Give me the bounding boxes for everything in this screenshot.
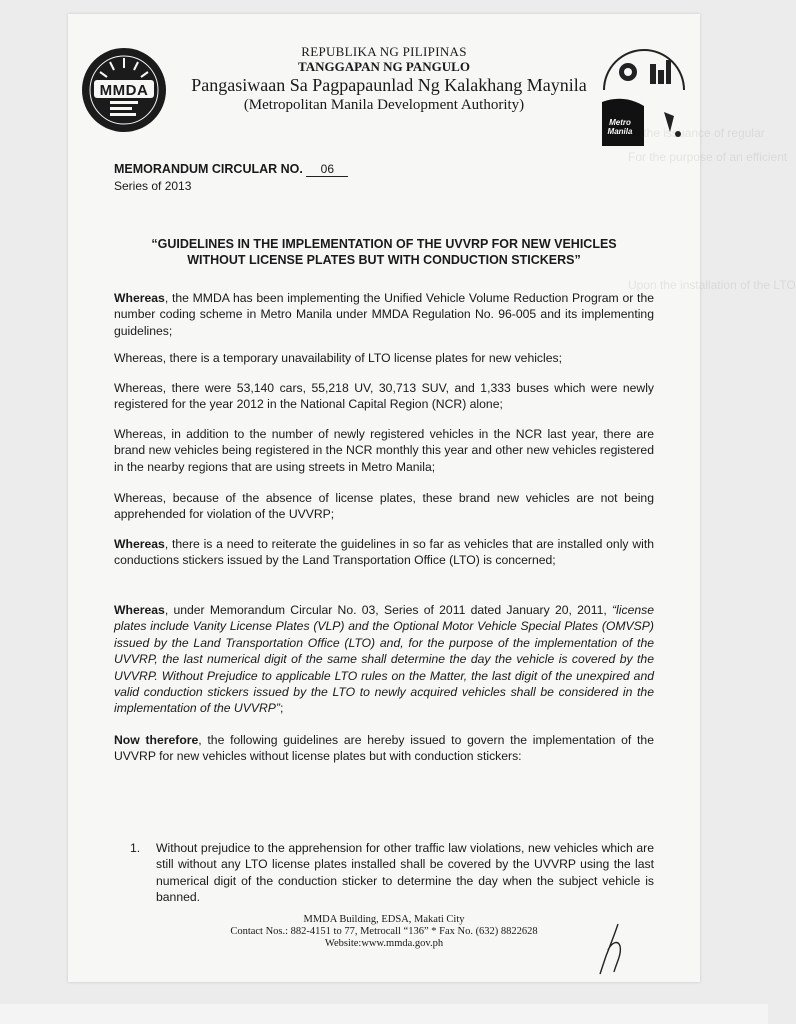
- whereas-paragraph-6: [114, 536, 654, 602]
- document-page: MMDA Metro Manila REPUBLIKA NG PILIPINAS TANGGAPAN NG PANGULO Pangasiwaan Sa Pagpapaunlad Ng Kalakhang Maynila (Metropolitan Manila Development Authority) to the issuance of regular For the purpose of an efficient Upon the installation of the LTO MEMORANDUM CIRCULAR NO. 06 Series of 2013 “GUIDELINES IN THE IMPLEMENTATION OF THE UVVRP FOR NEW VEHICLES WITHOUT LICENSE PLATES BUT WITH CONDUCTION STICKERS” Whereas, the MMDA has been implementing the Unified Vehicle Volume Reduction Program or the number coding scheme in Metro Manila under MMDA Regulation No. 96-005 and its implementing guidelines; Whereas, there is a temporary unavailability of LTO license plates for new vehicles; Whereas, there were 53,140 cars, 55,218 UV, 30,713 SUV, and 1,333 buses which were newly registered for the year 2012 in the National Capital Region (NCR) alone; Whereas, in addition to the number of newly registered vehicles in the NCR last year, there are brand new vehicles being registered in the NCR monthly this year and other new vehicles registered in the nearby regions that are using streets in Metro Manila; Whereas, because of the absence of license plates, these brand new vehicles are not being apprehended for violation of the UVVRP; Whereas, there is a need to reiterate the guidelines in so far as vehicles that are installed only with conductions stickers issued by the Land Transportation Office (LTO) is concerned; Whereas, under Memorandum Circular No. 03, Series of 2011 dated January 20, 2011, “license plates include Vanity License Plates (VLP) and the Optional Motor Vehicle Special Plates (OMVSP) issued by the Land Transportation Office (LTO) and, for the purpose of the implementation of the UVVRP, the last numerical digit of the same shall determine the day the vehicle is covered by the UVVRP. Without Prejudice to applicable LTO rules on the Matter, the last digit of the unexpired and valid conduction stickers issued by the LTO to newly acquired vehicles shall be considered in the implementation of the UVVRP”; Now therefore, the following guidelines are hereby issued to govern the implementation of the UVVRP for new vehicles without license plates but with conduction stickers: 1. Without prejudice to the apprehension for other traffic law violations, new vehicles which are still without any LTO license plates installed shall be covered by the UVVRP using the last numerical digit of the conduction sticker to determine the day when the subject vehicle is banned. MMDA Building, EDSA, Makati City Contact Nos.: 882-4151 to 77, Metrocall “136” * Fax No. (632) 8822628 Website:www.mmda.gov.ph: [68, 14, 700, 982]
- mmda-logo-lettering: MMDA: [99, 82, 149, 99]
- metro-manila-logo-lettering: Metro Manila: [607, 118, 633, 136]
- memo-title-line1: “GUIDELINES IN THE IMPLEMENTATION OF THE UVVRP FOR NEW VEHICLES: [151, 237, 617, 251]
- guidelines-list: [130, 840, 654, 906]
- memo-series: Series of 2013: [114, 179, 192, 193]
- memo-title: [108, 236, 660, 268]
- paragraph-lead: Whereas: [114, 537, 165, 551]
- footer-contact: Contact Nos.: 882-4151 to 77, Metrocall “136” * Fax No. (632) 8822628: [230, 926, 538, 937]
- paragraph-text: , under Memorandum Circular No. 03, Series of 2011 dated January 20, 2011,: [164, 603, 607, 617]
- whereas-paragraph-4: [114, 426, 654, 490]
- letterhead-office: TANGGAPAN NG PANGULO: [298, 59, 470, 74]
- quoted-circular: “license plates include Vanity License Plates (VLP) and the Optional Motor Vehicle Special Plates (OMVSP) issued by the Land Transportation Office (LTO) and, for the purpose of the implementation of the UVVRP, the last numerical digit of the same shall determine the day the vehicle is covered by the UVVRP. Without Prejudice to applicable LTO rules on the Matter, the last digit of the unexpired and valid conduction stickers issued by the LTO to newly acquired vehicles shall be considered in the implementation of the UVVRP”: [114, 603, 654, 716]
- paragraph-text: , there is a need to reiterate the guidelines in so far as vehicles that are installed only with conductions stickers issued by the Land Transportation Office (LTO) is concerned;: [114, 537, 654, 568]
- paragraph-lead: Whereas: [114, 291, 165, 305]
- scan-bottom-margin: [0, 1004, 768, 1024]
- whereas-paragraph-1: [114, 290, 654, 350]
- paragraph-lead: Whereas: [114, 603, 165, 617]
- paragraph-text: Whereas, because of the absence of license plates, these brand new vehicles are not being apprehended for violation of the UVVRP;: [114, 491, 654, 522]
- letterhead-agency-tagalog: Pangasiwaan Sa Pagpapaunlad Ng Kalakhang Maynila: [191, 75, 587, 95]
- paragraph-lead: Now therefore: [114, 733, 199, 747]
- paragraph-text: Whereas, there were 53,140 cars, 55,218 UV, 30,713 SUV, and 1,333 buses which were newly registered for the year 2012 in the National Capital Region (NCR) alone;: [114, 381, 654, 412]
- letterhead: [68, 44, 700, 114]
- footer-address: MMDA Building, EDSA, Makati City: [303, 914, 465, 925]
- memo-title-line2: WITHOUT LICENSE PLATES BUT WITH CONDUCTION STICKERS”: [187, 253, 581, 267]
- now-therefore-paragraph: [114, 732, 654, 765]
- initial-signature: [588, 920, 632, 978]
- paragraph-text: , the following guidelines are hereby issued to govern the implementation of the UVVRP for new vehicles without license plates but with conduction stickers:: [114, 733, 654, 764]
- paragraph-text: , the MMDA has been implementing the Unified Vehicle Volume Reduction Program or the number coding scheme in Metro Manila under MMDA Regulation No. 96-005 and its implementing guidelines;: [114, 291, 654, 338]
- whereas-paragraph-7: Whereas, under Memorandum Circular No. 03, Series of 2011 dated January 20, 2011, “license plates include Vanity License Plates (VLP) and the Optional Motor Vehicle Special Plates (OMVSP) issued by the Land Transportation Office (LTO) and, for the purpose of the implementation of the UVVRP, the last numerical digit of the same shall determine the day the vehicle is covered by the UVVRP. Without Prejudice to applicable LTO rules on the Matter, the last digit of the unexpired and valid conduction stickers issued by the LTO to newly acquired vehicles shall be considered in the implementation of the UVVRP”;: [114, 603, 654, 716]
- whereas-paragraph-5: [114, 490, 654, 536]
- paragraph-text: Whereas, in addition to the number of newly registered vehicles in the NCR last year, there are brand new vehicles being registered in the NCR monthly this year and other new vehicles registered in the nearby regions that are using streets in Metro Manila;: [114, 427, 654, 474]
- memo-number: 06: [306, 162, 348, 177]
- memo-heading: [114, 162, 348, 193]
- list-item-text: Without prejudice to the apprehension for other traffic law violations, new vehicles which are still without any LTO license plates installed shall be covered by the UVVRP using the last numerical digit of the conduction sticker to determine the day when the subject vehicle is banned.: [156, 841, 654, 905]
- whereas-paragraph-2: [114, 350, 654, 380]
- whereas-paragraph-3: [114, 380, 654, 426]
- memo-label: MEMORANDUM CIRCULAR NO.: [114, 162, 303, 176]
- list-item: [130, 840, 654, 906]
- paragraph-text: Whereas, there is a temporary unavailability of LTO license plates for new vehicles;: [114, 351, 562, 365]
- letterhead-agency-english: (Metropolitan Manila Development Authority): [243, 97, 525, 113]
- footer-website: Website:www.mmda.gov.ph: [324, 938, 444, 949]
- letterhead-republic: REPUBLIKA NG PILIPINAS: [301, 44, 467, 59]
- list-item-number: 1.: [130, 841, 141, 855]
- memo-body: [114, 290, 654, 765]
